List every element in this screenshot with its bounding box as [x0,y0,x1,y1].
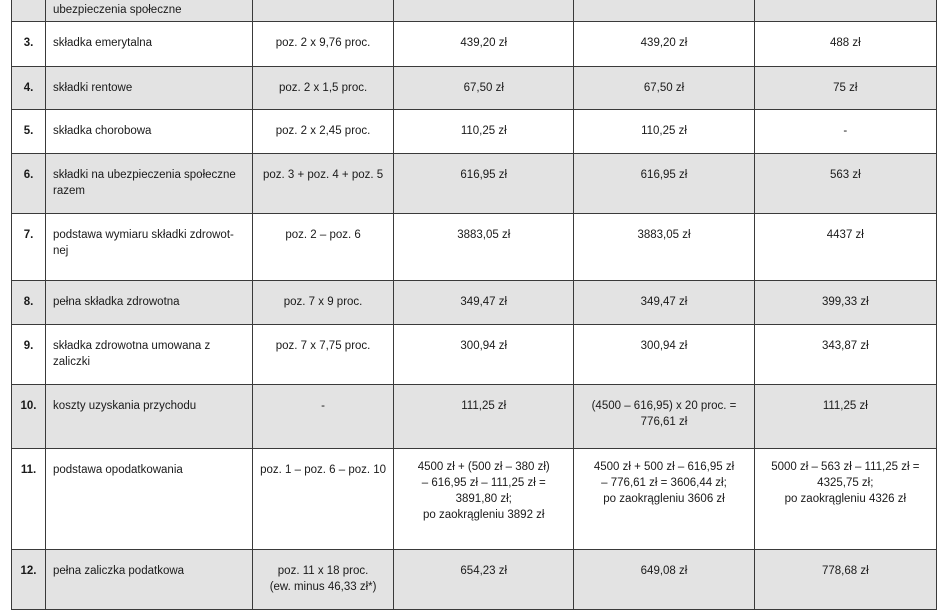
row-description: składki na ubezpieczenia społeczne razem [45,154,252,214]
tax-calculation-table [11,0,937,610]
row-value-2: 3883,05 zł [574,214,754,281]
row-number [12,0,46,22]
row-value-3: 563 zł [754,154,936,214]
row-number: 9. [12,325,46,385]
row-value-1: 4500 zł + (500 zł – 380 zł) – 616,95 zł – 111,25 zł = 3891,80 zł; po zaokrągleniu 3892 zł [394,449,574,550]
row-description: składki rentowe [45,67,252,110]
row-value-3: 111,25 zł [754,385,936,449]
row-number: 6. [12,154,46,214]
row-value-2: (4500 – 616,95) x 20 proc. = 776,61 zł [574,385,754,449]
row-description: składka zdrowotna umowana z zaliczki [45,325,252,385]
row-description: składka emerytalna [45,22,252,67]
row-description: pełna składka zdrowotna [45,281,252,325]
table-row [12,67,937,110]
row-number: 10. [12,385,46,449]
table-row [12,110,937,154]
table-row [12,214,937,281]
row-number: 3. [12,22,46,67]
row-value-1: 616,95 zł [394,154,574,214]
row-formula: poz. 3 + poz. 4 + poz. 5 [253,154,394,214]
row-value-1: 300,94 zł [394,325,574,385]
row-formula: poz. 2 x 1,5 proc. [253,67,394,110]
row-number: 12. [12,550,46,610]
row-value-2 [574,0,754,22]
row-value-3: 343,87 zł [754,325,936,385]
row-description: ubezpieczenia społeczne [45,0,252,22]
row-formula: poz. 1 – poz. 6 – poz. 10 [253,449,394,550]
row-value-1 [394,0,574,22]
row-value-3: 488 zł [754,22,936,67]
row-formula: poz. 2 x 9,76 proc. [253,22,394,67]
row-value-3: 399,33 zł [754,281,936,325]
row-value-1: 67,50 zł [394,67,574,110]
row-value-3: 75 zł [754,67,936,110]
row-value-2: 616,95 zł [574,154,754,214]
row-value-2: 439,20 zł [574,22,754,67]
row-value-3: 778,68 zł [754,550,936,610]
table-row [12,385,937,449]
row-value-2: 110,25 zł [574,110,754,154]
row-description: podstawa opodatkowania [45,449,252,550]
row-description: składka chorobowa [45,110,252,154]
table-row [12,22,937,67]
row-value-1: 349,47 zł [394,281,574,325]
row-value-2: 4500 zł + 500 zł – 616,95 zł – 776,61 zł = 3606,44 zł; po zaokrągleniu 3606 zł [574,449,754,550]
row-formula: poz. 7 x 7,75 proc. [253,325,394,385]
row-value-2: 649,08 zł [574,550,754,610]
row-number: 5. [12,110,46,154]
row-value-2: 67,50 zł [574,67,754,110]
row-number: 7. [12,214,46,281]
row-value-2: 300,94 zł [574,325,754,385]
row-formula: - [253,385,394,449]
row-formula: poz. 2 x 2,45 proc. [253,110,394,154]
row-description: podstawa wymiaru składki zdrowot- nej [45,214,252,281]
row-formula: poz. 7 x 9 proc. [253,281,394,325]
row-number: 8. [12,281,46,325]
row-value-3 [754,0,936,22]
row-description: koszty uzyskania przychodu [45,385,252,449]
table-row [12,281,937,325]
row-value-3: 5000 zł – 563 zł – 111,25 zł = 4325,75 zł; po zaokrągleniu 4326 zł [754,449,936,550]
table-row [12,550,937,610]
row-value-3: 4437 zł [754,214,936,281]
row-value-1: 439,20 zł [394,22,574,67]
row-value-1: 654,23 zł [394,550,574,610]
row-number: 4. [12,67,46,110]
table-row [12,325,937,385]
row-value-1: 110,25 zł [394,110,574,154]
row-value-1: 111,25 zł [394,385,574,449]
table-row [12,154,937,214]
row-value-3: - [754,110,936,154]
row-value-2: 349,47 zł [574,281,754,325]
row-number: 11. [12,449,46,550]
table-row [12,449,937,550]
table-row [12,0,937,22]
row-formula [253,0,394,22]
row-value-1: 3883,05 zł [394,214,574,281]
row-formula: poz. 2 – poz. 6 [253,214,394,281]
row-formula: poz. 11 x 18 proc. (ew. minus 46,33 zł*) [253,550,394,610]
row-description: pełna zaliczka podatkowa [45,550,252,610]
